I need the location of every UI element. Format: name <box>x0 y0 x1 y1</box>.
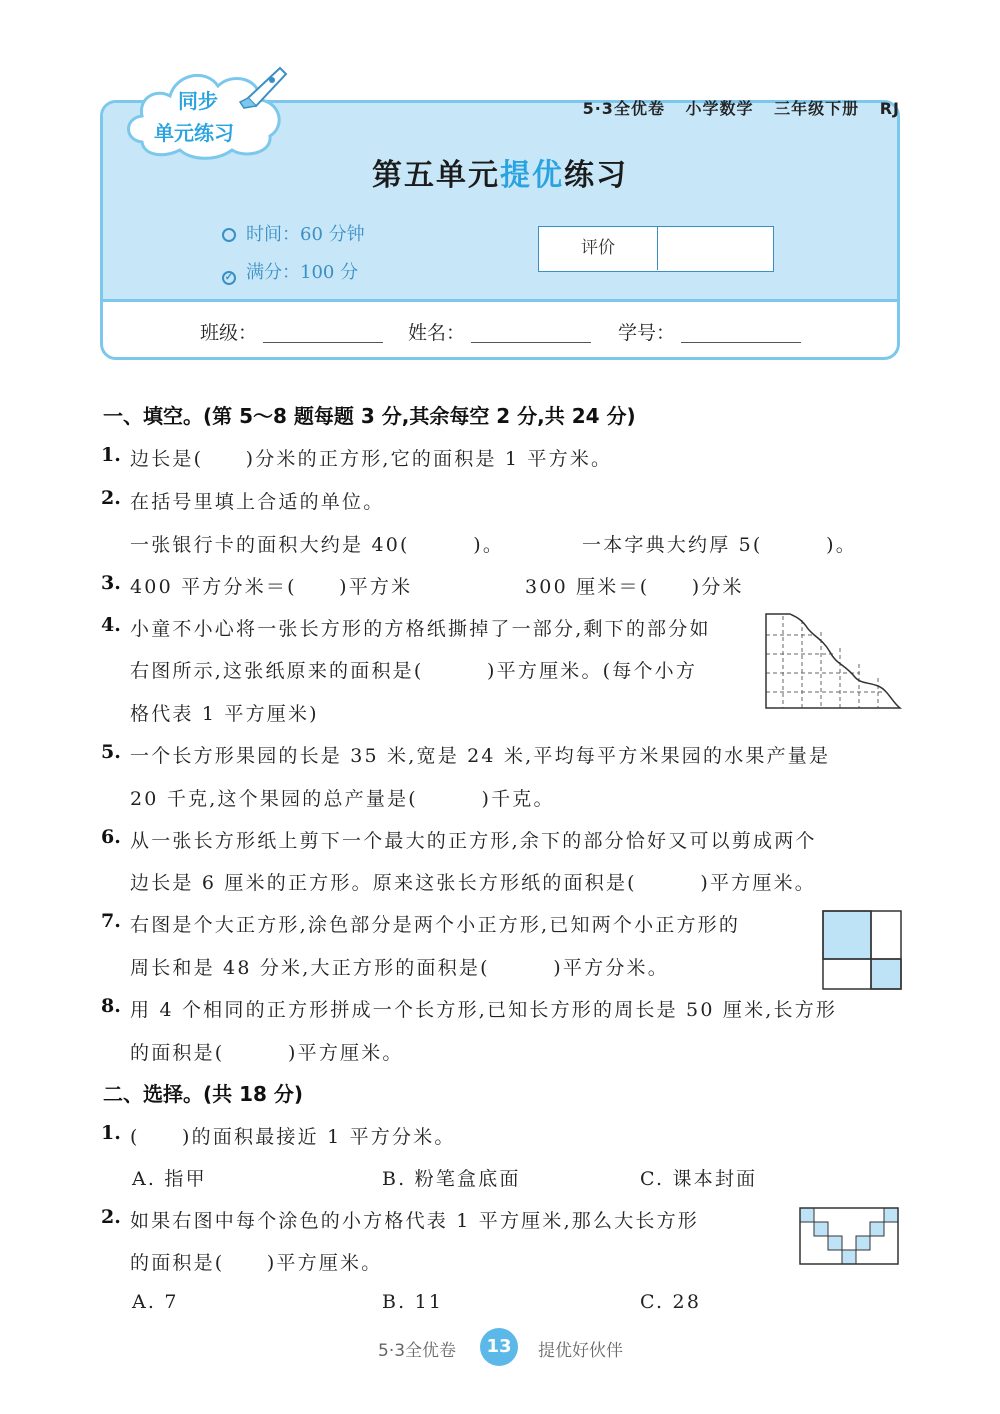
s1-q7-line1: 右图是个大正方形,涂色部分是两个小正方形,已知两个小正方形的 <box>130 914 741 936</box>
s2-q1-text: ( )的面积最接近 1 平方分米。 <box>130 1126 456 1148</box>
class-field[interactable] <box>200 318 383 345</box>
s1-q4-num: 4. <box>101 614 121 636</box>
badge-line1: 同步 <box>178 89 218 113</box>
s2-q1-option-b[interactable]: B. 粉笔盒底面 <box>382 1168 521 1190</box>
s2-q2-num: 2. <box>101 1206 121 1228</box>
footer-left: 5·3全优卷 <box>378 1341 457 1361</box>
footer <box>0 1328 1000 1368</box>
s1-q1-num: 1. <box>101 444 121 466</box>
s1-q2-num: 2. <box>101 487 121 509</box>
s1-q3-b: 300 厘米＝( )分米 <box>525 576 744 598</box>
score-label: 满分：100 分 <box>246 262 359 283</box>
s2-q2-option-a[interactable]: A. 7 <box>132 1291 179 1313</box>
shaded-square-small <box>871 959 901 989</box>
v-shape-grid-figure <box>798 1206 902 1266</box>
s1-q7-num: 7. <box>101 910 121 932</box>
score-row <box>222 258 358 285</box>
s1-q4-line1: 小童不小心将一张长方形的方格纸撕掉了一部分,剩下的部分如 <box>130 618 711 640</box>
student-id-blank[interactable] <box>681 320 801 343</box>
name-label: 姓名： <box>408 322 466 344</box>
s1-q8-line2: 的面积是( )平方厘米。 <box>130 1042 404 1064</box>
time-row <box>222 220 365 246</box>
s1-q6-line1: 从一张长方形纸上剪下一个最大的正方形,余下的部分恰好又可以剪成两个 <box>130 830 817 852</box>
s2-q2-option-c[interactable]: C. 28 <box>640 1291 702 1313</box>
page-title <box>0 150 1000 194</box>
s1-q8-line1: 用 4 个相同的正方形拼成一个长方形,已知长方形的周长是 50 厘米,长方形 <box>130 999 838 1021</box>
s2-q1-num: 1. <box>101 1122 121 1144</box>
book-series: 5·3全优卷 <box>582 99 665 118</box>
s1-q5-num: 5. <box>101 741 121 763</box>
s1-q1-text: 边长是( )分米的正方形,它的面积是 1 平方米。 <box>130 448 613 470</box>
title-highlight: 提优 <box>500 158 564 193</box>
section2-title: 二、选择。(共 18 分) <box>103 1082 304 1106</box>
torn-grid-figure <box>764 612 902 712</box>
footer-right: 提优好伙伴 <box>538 1341 623 1361</box>
s1-q4-line3: 格代表 1 平方厘米) <box>130 703 319 725</box>
student-id-field[interactable] <box>618 318 801 345</box>
book-info <box>569 96 900 119</box>
unit-practice-badge <box>120 62 300 162</box>
big-square-figure <box>822 910 902 990</box>
s1-q2-text: 在括号里填上合适的单位。 <box>130 491 385 513</box>
student-id-label: 学号： <box>618 322 676 344</box>
section1-title: 一、填空。(第 5～8 题每题 3 分,其余每空 2 分,共 24 分) <box>103 404 636 428</box>
evaluation-label: 评价 <box>539 227 658 270</box>
s1-q3-a: 400 平方分米＝( )平方米 <box>130 576 413 598</box>
name-blank[interactable] <box>471 320 591 343</box>
s1-q3-num: 3. <box>101 572 121 594</box>
s1-q8-num: 8. <box>101 995 121 1017</box>
page-number: 13 <box>480 1328 518 1366</box>
s1-q4-line2: 右图所示,这张纸原来的面积是( )平方厘米。(每个小方 <box>130 660 698 682</box>
s2-q1-option-a[interactable]: A. 指甲 <box>132 1168 207 1190</box>
clock-icon <box>222 228 236 242</box>
class-blank[interactable] <box>263 320 383 343</box>
s1-q5-line2: 20 千克,这个果园的总产量是( )千克。 <box>130 788 555 810</box>
s1-q7-line2: 周长和是 48 分米,大正方形的面积是( )平方分米。 <box>130 957 669 979</box>
name-field[interactable] <box>408 318 591 345</box>
s2-q2-line1: 如果右图中每个涂色的小方格代表 1 平方厘米,那么大长方形 <box>130 1210 700 1232</box>
s1-q2-a: 一张银行卡的面积大约是 40( )。 <box>130 534 505 556</box>
book-edition: RJ <box>879 99 900 118</box>
s2-q2-option-b[interactable]: B. 11 <box>382 1291 444 1313</box>
book-grade: 三年级下册 <box>774 99 860 118</box>
title-part2: 练习 <box>564 158 628 193</box>
title-part1: 第五单元 <box>372 158 500 193</box>
book-subject: 小学数学 <box>685 99 754 118</box>
s1-q2-b: 一本字典大约厚 5( )。 <box>582 534 857 556</box>
s1-q6-line2: 边长是 6 厘米的正方形。原来这张长方形纸的面积是( )平方厘米。 <box>130 872 816 894</box>
s2-q1-option-c[interactable]: C. 课本封面 <box>640 1168 758 1190</box>
shaded-square-large <box>823 911 871 959</box>
class-label: 班级： <box>200 322 258 344</box>
s2-q2-line2: 的面积是( )平方厘米。 <box>130 1252 383 1274</box>
s1-q6-num: 6. <box>101 826 121 848</box>
s1-q5-line1: 一个长方形果园的长是 35 米,宽是 24 米,平均每平方米果园的水果产量是 <box>130 745 831 767</box>
badge-line2: 单元练习 <box>154 121 234 145</box>
time-label: 时间：60 分钟 <box>246 224 365 245</box>
check-icon: ✓ <box>222 271 236 285</box>
evaluation-box <box>538 226 774 272</box>
